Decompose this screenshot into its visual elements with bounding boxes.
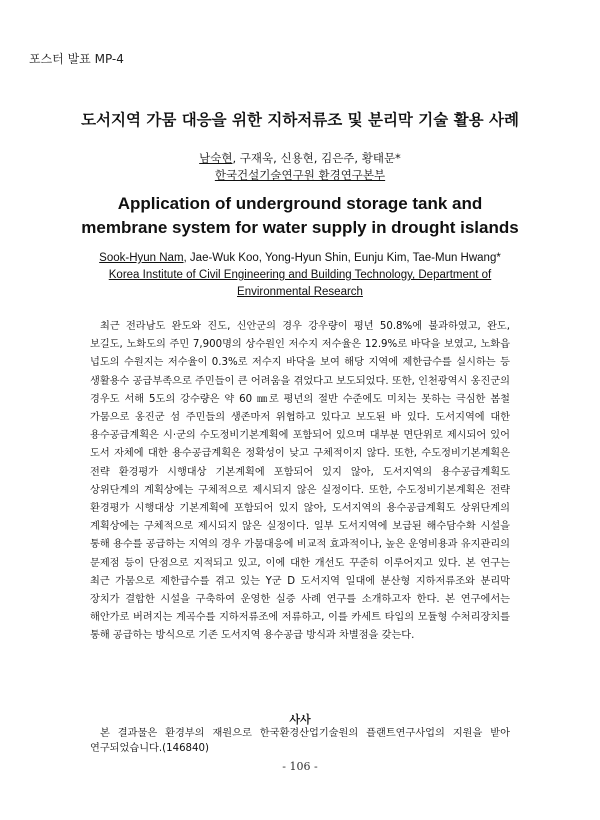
korean-affiliation: 한국건설기술연구원 환경연구본부 <box>214 168 386 182</box>
abstract-body: 최근 전라남도 완도와 진도, 신안군의 경우 강우량이 평년 50.8%에 불과하였고, 완도, 보길도, 노화도의 주민 7,900명의 상수원인 저수지 저수율은 12.9%로 바닥을 보였고, 노화읍 넙도의 수원지는 저수율이 0.3%로 저수지 바닥을 보여 해당 지역에 제한급수를 실시하는 등 생활용수 공급부족으로 주민들이 큰 어려움을 겪었다고 보도되었다. 또한, 인천광역시 옹진군의 경우도 서해 5도의 강수량은 약 60 ㎜로 평년의 절반 수준에도 미치는 못하는 극심한 봄철 가뭄으로 옹진군 섬 주민들의 생존마저 위협하고 있다고 보도된 바 있다. 도서지역에 대한 용수공급계획은 시·군의 수도정비기본계획에 포함되어 있으며 대부분 면단위로 제시되어 있어 도서 자체에 대한 용수공급계획은 정확성이 낮고 구체적이지 않다. 또한, 수도정비기본계획은 전략 환경평가 시행대상 기본계획에 포함되어 있지 않아, 도서지역의 용수공급계획도 상위단계의 계획상에는 구체적으로 제시되지 않은 실정이다. 또한, 수도정비기본계획은 전략 환경평가 시행대상 기본계획에 포함되어 있지 않아, 도서지역의 용수공급계획도 상위단계의 계획상에는 구체적으로 제시되지 않은 실정이다. 일부 도서지역에 보급된 해수담수화 시설을 통해 용수를 공급하는 지역의 경우 가뭄대응에 비교적 효과적이나, 높은 운영비용과 유지관리의 문제점 등이 단점으로 지적되고 있고, 이에 대한 개선도 꾸준히 이루어지고 있다. 본 연구는 최근 가뭄으로 제한급수를 겪고 있는 Y군 D 도서지역 일대에 분산형 지하저류조와 분리막 장치가 결합한 시설을 구축하여 운영한 실증 사례 연구를 소개하고자 한다. 본 연구에서는 해안가로 버려지는 계곡수를 지하저류조에 저류하고, 이를 카세트 타입의 모듈형 수처리장치를 통해 공급하는 방식으로 기존 도서지역 용수공급 방식과 차별점을 갖는다. <box>90 321 510 642</box>
acknowledgement-heading: 사사 <box>289 713 311 726</box>
english-title: Application of underground storage tank and membrane system for water supply in drought islands <box>81 194 519 237</box>
co-authors-en: , Jae-Wuk Koo, Yong-Hyun Shin, Eunju Kim, Tae-Mun Hwang* <box>183 252 501 264</box>
korean-author-list <box>0 150 600 167</box>
session-label: 포스터 발표 MP-4 <box>29 52 124 66</box>
co-authors-ko: , 구재욱, 신용현, 김은주, 황태문* <box>232 151 401 165</box>
korean-authors <box>0 150 600 184</box>
english-authors <box>86 250 514 301</box>
korean-title: 도서지역 가뭄 대응을 위한 지하저류조 및 분리막 기술 활용 사례 <box>81 111 519 129</box>
presenting-author-ko: 남숙현 <box>199 151 233 165</box>
english-author-list <box>86 250 514 267</box>
acknowledgement-text: 본 결과물은 환경부의 재원으로 한국환경산업기술원의 플랜트연구사업의 지원을 받아 연구되었습니다.(146840) <box>90 728 510 754</box>
english-affiliation: Korea Institute of Civil Engineering and Building Technology, Department of Environmental Research <box>108 269 492 298</box>
page-number: - 106 - <box>282 760 318 773</box>
presenting-author-en: Sook-Hyun Nam <box>99 252 184 264</box>
